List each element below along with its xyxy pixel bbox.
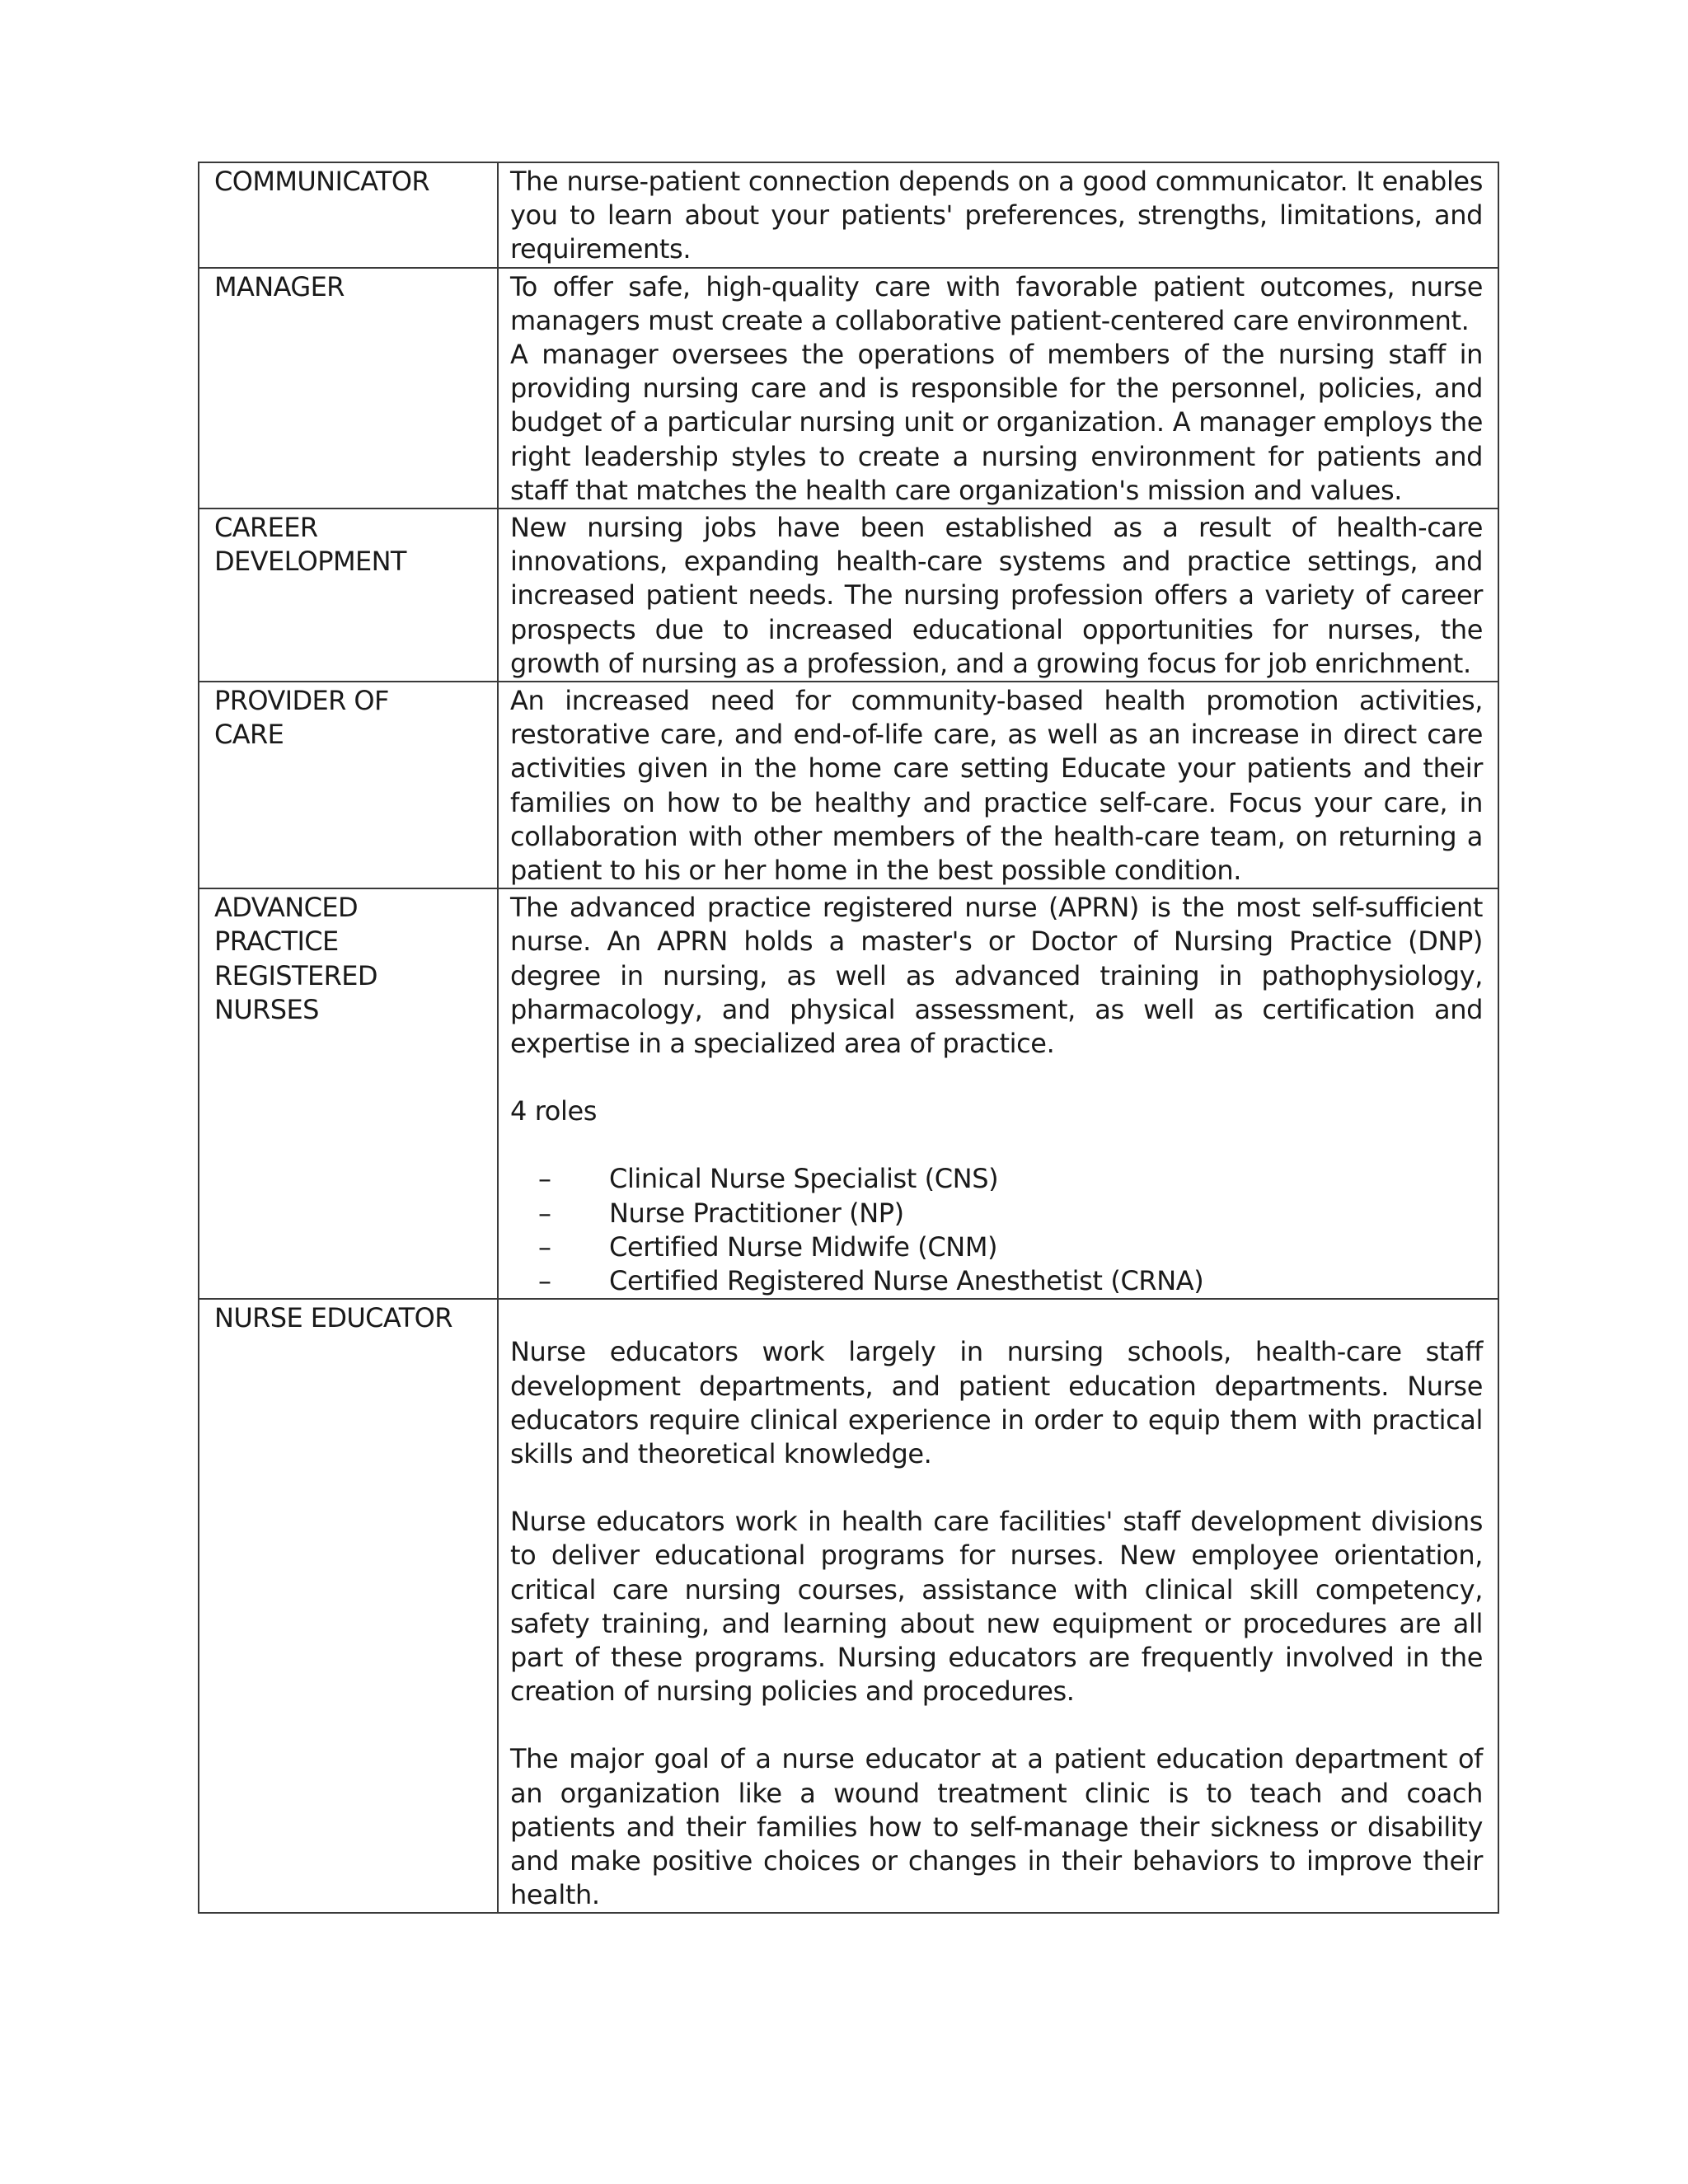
description-cell xyxy=(498,682,1498,888)
role-cell xyxy=(199,268,498,509)
description-paragraph: The major goal of a nurse educator at a patient education department of an organization like a wound treatment clinic is to teach and coach patients and their families how to self-manage their sickness or disability and make positive choices or changes in their behaviors to improve their health. xyxy=(510,1743,1483,1911)
list-item xyxy=(538,1264,1483,1298)
nursing-roles-table xyxy=(198,162,1499,1914)
dash-bullet: – xyxy=(538,1163,551,1195)
description-cell xyxy=(498,162,1498,268)
description-paragraph: Nurse educators work in health care facilities' staff development divisions to deliver educational programs for nurses. New employee orientation, critical care nursing courses, assistance with clinical skill competency, safety training, and learning about new equipment or procedures are all part of these programs. Nursing educators are frequently involved in the creation of nursing policies and procedures. xyxy=(510,1506,1483,1708)
paragraph-gap xyxy=(510,1471,1483,1505)
role-cell xyxy=(199,682,498,888)
role-name: COMMUNICATOR xyxy=(214,166,430,197)
description-cell xyxy=(498,1299,1498,1913)
list-item xyxy=(538,1197,1483,1230)
role-name-line: ADVANCED xyxy=(214,892,359,924)
role-name-line: NURSES xyxy=(214,993,319,1025)
role-cell xyxy=(199,888,498,1299)
description-paragraph: New nursing jobs have been established as a result of health-care innovations, expanding health-care systems and practice settings, and increased patient needs. The nursing profession offers a variety of career prospects due to increased educational opportunities for nurses, the growth of nursing as a profession, and a growing focus for job enrichment. xyxy=(510,512,1483,679)
role-name-line: PRACTICE xyxy=(214,926,339,958)
role-name-line: REGISTERED xyxy=(214,959,377,991)
description-paragraph: To offer safe, high-quality care with favorable patient outcomes, nurse managers must create a collaborative patient-centered care environment. xyxy=(510,270,1483,336)
description-paragraph: The advanced practice registered nurse (APRN) is the most self-sufficient nurse. An APRN holds a master's or Doctor of Nursing Practice (DNP) degree in nursing, as well as advanced training in pathophysiology, pharmacology, and physical assessment, as well as certification and expertise in a specialized area of practice. xyxy=(510,892,1483,1060)
list-item xyxy=(538,1162,1483,1196)
table-row xyxy=(199,509,1498,682)
roles-label: 4 roles xyxy=(510,1095,598,1127)
description-cell xyxy=(498,888,1498,1299)
description-cell xyxy=(498,509,1498,682)
dash-bullet: – xyxy=(538,1230,551,1263)
table-row xyxy=(199,682,1498,888)
paragraph-gap xyxy=(510,1708,1483,1742)
dash-bullet: – xyxy=(538,1265,551,1297)
paragraph-gap xyxy=(510,1128,1483,1162)
description-paragraph: The nurse-patient connection depends on a good communicator. It enables you to learn about your patients' preferences, strengths, limitations, and requirements. xyxy=(510,166,1483,265)
table-row xyxy=(199,1299,1498,1913)
description-paragraph: An increased need for community-based health promotion activities, restorative care, and end-of-life care, as well as an increase in direct care activities given in the home care setting Educate your patients and their families on how to be healthy and practice self-care. Focus your care, in collaboration with other members of the health-care team, on returning a patient to his or her home in the best possible condition. xyxy=(510,685,1483,887)
list-item-text: Certified Nurse Midwife (CNM) xyxy=(609,1230,998,1263)
paragraph-gap xyxy=(510,1301,1483,1335)
dash-bullet: – xyxy=(538,1197,551,1229)
paragraph-gap xyxy=(510,1061,1483,1094)
table-row xyxy=(199,162,1498,268)
role-name-line: CARE xyxy=(214,719,284,751)
role-name-line: DEVELOPMENT xyxy=(214,546,406,578)
role-name: NURSE EDUCATOR xyxy=(214,1302,452,1334)
description-cell xyxy=(498,268,1498,509)
table-row xyxy=(199,268,1498,509)
list-item-text: Clinical Nurse Specialist (CNS) xyxy=(609,1163,999,1195)
role-name-line: PROVIDER OF xyxy=(214,685,389,717)
aprn-roles-list xyxy=(510,1162,1483,1298)
description-paragraph: A manager oversees the operations of members of the nursing staff in providing nursing care and is responsible for the personnel, policies, and budget of a particular nursing unit or organization. A manager employs the right leadership styles to create a nursing environment for patients and staff that matches the health care organization's mission and values. xyxy=(510,339,1483,506)
role-cell xyxy=(199,1299,498,1913)
list-item-text: Nurse Practitioner (NP) xyxy=(609,1197,904,1229)
list-item-text: Certified Registered Nurse Anesthetist (CRNA) xyxy=(609,1265,1204,1297)
role-cell xyxy=(199,509,498,682)
role-name: MANAGER xyxy=(214,270,345,302)
list-item xyxy=(538,1230,1483,1264)
role-cell xyxy=(199,162,498,268)
description-paragraph: Nurse educators work largely in nursing schools, health-care staff development departments, and patient education departments. Nurse educators require clinical experience in order to equip them with practical skills and theoretical knowledge. xyxy=(510,1336,1483,1469)
table-row xyxy=(199,888,1498,1299)
role-name-line: CAREER xyxy=(214,512,318,544)
